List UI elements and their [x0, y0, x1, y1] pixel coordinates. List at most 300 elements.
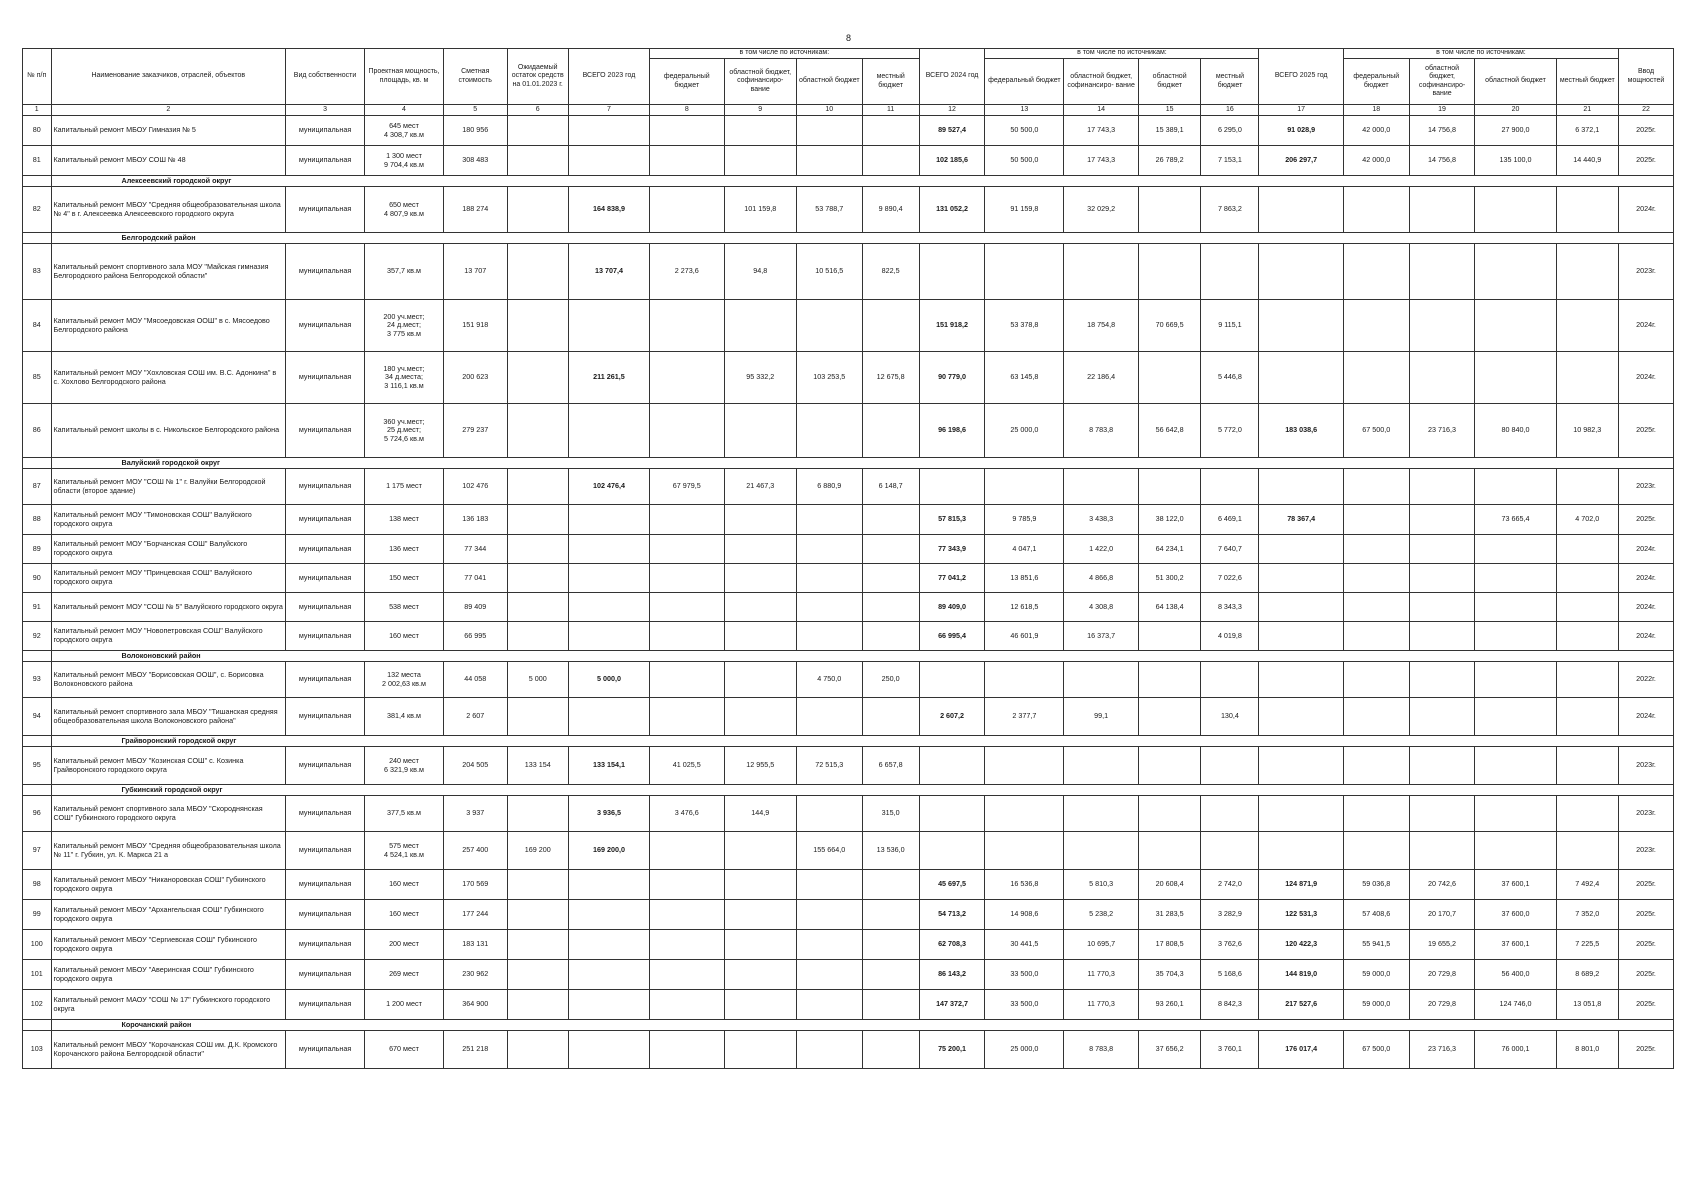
table-cell — [862, 505, 919, 535]
column-number: 8 — [650, 105, 725, 116]
table-cell — [650, 662, 725, 698]
table-cell: 381,4 кв.м — [365, 698, 444, 736]
table-cell — [568, 960, 649, 990]
table-cell: 35 704,3 — [1138, 960, 1200, 990]
group-header-row — [23, 651, 1674, 662]
table-cell: 2 607 — [443, 698, 507, 736]
table-cell: 183 038,6 — [1259, 404, 1343, 458]
col-header-regional-cofin-2024: областной бюджет, софинансиро- вание — [1064, 59, 1139, 105]
table-cell: муниципальная — [286, 187, 365, 233]
table-cell — [862, 960, 919, 990]
table-cell — [1201, 796, 1259, 832]
table-cell: 155 664,0 — [796, 832, 862, 870]
table-cell — [1064, 662, 1139, 698]
table-cell: 16 373,7 — [1064, 622, 1139, 651]
table-cell: 17 743,3 — [1064, 146, 1139, 176]
table-cell — [1343, 698, 1409, 736]
col-header-name: Наименование заказчиков, отраслей, объектов — [51, 49, 286, 105]
column-number: 16 — [1201, 105, 1259, 116]
table-cell — [862, 990, 919, 1020]
table-cell: 57 408,6 — [1343, 900, 1409, 930]
table-cell: Капитальный ремонт МОУ "Борчанская СОШ" Валуйского городского округа — [51, 535, 286, 564]
table-cell: 200 623 — [443, 352, 507, 404]
table-cell — [568, 698, 649, 736]
table-cell — [796, 796, 862, 832]
table-cell — [507, 505, 568, 535]
col-header-sources-2024: в том числе по источникам: — [985, 49, 1259, 59]
table-cell — [1556, 622, 1618, 651]
table-cell: 357,7 кв.м — [365, 244, 444, 300]
table-cell: 575 мест 4 524,1 кв.м — [365, 832, 444, 870]
table-cell: 9 890,4 — [862, 187, 919, 233]
table-cell: 131 052,2 — [919, 187, 985, 233]
table-cell: Капитальный ремонт школы в с. Никольское Белгородского района — [51, 404, 286, 458]
table-cell — [1475, 832, 1556, 870]
table-cell: Капитальный ремонт МБОУ "Средняя общеобразовательная школа № 11" г. Губкин, ул. К. Маркса 21 а — [51, 832, 286, 870]
table-cell — [1064, 469, 1139, 505]
table-row — [23, 796, 1674, 832]
table-cell: 89 — [23, 535, 52, 564]
table-cell — [724, 622, 796, 651]
table-cell: 250,0 — [862, 662, 919, 698]
table-cell — [1343, 244, 1409, 300]
table-cell: 360 уч.мест; 25 д.мест; 5 724,6 кв.м — [365, 404, 444, 458]
col-header-sources-2023: в том числе по источникам: — [650, 49, 920, 59]
table-cell: 20 742,6 — [1409, 870, 1475, 900]
table-cell: 7 153,1 — [1201, 146, 1259, 176]
table-cell — [796, 870, 862, 900]
table-cell — [1138, 622, 1200, 651]
table-cell: 2024г. — [1619, 698, 1674, 736]
table-cell — [724, 900, 796, 930]
table-cell: 10 982,3 — [1556, 404, 1618, 458]
table-cell: 37 600,1 — [1475, 930, 1556, 960]
table-cell: 2024г. — [1619, 593, 1674, 622]
column-number: 3 — [286, 105, 365, 116]
table-cell: 5 238,2 — [1064, 900, 1139, 930]
column-number: 22 — [1619, 105, 1674, 116]
table-cell — [650, 832, 725, 870]
table-cell: 133 154 — [507, 747, 568, 785]
table-row — [23, 300, 1674, 352]
table-cell — [1343, 622, 1409, 651]
column-number: 6 — [507, 105, 568, 116]
table-cell: 2025г. — [1619, 930, 1674, 960]
table-cell — [1259, 832, 1343, 870]
table-cell: 59 000,0 — [1343, 960, 1409, 990]
table-cell: 99 — [23, 900, 52, 930]
table-cell: 133 154,1 — [568, 747, 649, 785]
table-cell: 160 мест — [365, 900, 444, 930]
table-cell — [1343, 352, 1409, 404]
table-cell: 51 300,2 — [1138, 564, 1200, 593]
table-cell — [862, 930, 919, 960]
column-number: 20 — [1475, 105, 1556, 116]
table-cell: 9 785,9 — [985, 505, 1064, 535]
table-cell: муниципальная — [286, 352, 365, 404]
table-cell: 101 159,8 — [724, 187, 796, 233]
table-cell — [796, 990, 862, 1020]
column-number: 12 — [919, 105, 985, 116]
table-cell: 150 мест — [365, 564, 444, 593]
table-cell: 176 017,4 — [1259, 1031, 1343, 1069]
table-cell: 102 476 — [443, 469, 507, 505]
table-cell — [1475, 796, 1556, 832]
table-cell — [1409, 747, 1475, 785]
table-cell — [568, 990, 649, 1020]
table-cell — [1138, 832, 1200, 870]
table-cell — [1409, 564, 1475, 593]
table-cell — [1343, 187, 1409, 233]
table-cell: 26 789,2 — [1138, 146, 1200, 176]
table-cell: 206 297,7 — [1259, 146, 1343, 176]
table-row — [23, 960, 1674, 990]
table-cell: 55 941,5 — [1343, 930, 1409, 960]
table-cell: Капитальный ремонт МАОУ "СОШ № 17" Губкинского городского округа — [51, 990, 286, 1020]
table-cell: 2025г. — [1619, 146, 1674, 176]
table-cell: 86 — [23, 404, 52, 458]
group-header-spacer — [23, 233, 52, 244]
table-cell — [862, 116, 919, 146]
col-header-estimated-cost: Сметная стоимость — [443, 49, 507, 105]
column-number: 13 — [985, 105, 1064, 116]
column-number: 1 — [23, 105, 52, 116]
table-cell — [1409, 505, 1475, 535]
table-cell — [1259, 300, 1343, 352]
table-cell: 160 мест — [365, 870, 444, 900]
table-cell: 124 871,9 — [1259, 870, 1343, 900]
table-cell: 32 029,2 — [1064, 187, 1139, 233]
table-cell: 7 640,7 — [1201, 535, 1259, 564]
table-cell — [1064, 244, 1139, 300]
group-header-row — [23, 785, 1674, 796]
table-cell: 1 175 мест — [365, 469, 444, 505]
table-cell: 25 000,0 — [985, 404, 1064, 458]
table-cell — [724, 1031, 796, 1069]
column-number: 5 — [443, 105, 507, 116]
table-cell — [1556, 469, 1618, 505]
table-cell — [796, 1031, 862, 1069]
table-cell: муниципальная — [286, 960, 365, 990]
column-number: 19 — [1409, 105, 1475, 116]
table-cell: Капитальный ремонт МБОУ "Сергиевская СОШ" Губкинского городского округа — [51, 930, 286, 960]
table-cell — [724, 593, 796, 622]
table-cell: 147 372,7 — [919, 990, 985, 1020]
table-cell: 2 377,7 — [985, 698, 1064, 736]
table-cell — [1409, 593, 1475, 622]
table-cell — [796, 960, 862, 990]
table-cell — [1259, 662, 1343, 698]
col-header-federal-2025: федеральный бюджет — [1343, 59, 1409, 105]
table-cell: Капитальный ремонт МБОУ "Средняя общеобразовательная школа № 4" в г. Алексеевка Алексеевского городского округа — [51, 187, 286, 233]
table-cell: 538 мест — [365, 593, 444, 622]
table-cell — [507, 300, 568, 352]
table-cell: 59 000,0 — [1343, 990, 1409, 1020]
table-cell: 6 372,1 — [1556, 116, 1618, 146]
table-cell: 93 — [23, 662, 52, 698]
table-cell — [724, 990, 796, 1020]
table-cell: 8 783,8 — [1064, 404, 1139, 458]
table-cell: 2024г. — [1619, 187, 1674, 233]
table-cell: 2024г. — [1619, 300, 1674, 352]
table-row — [23, 747, 1674, 785]
financing-table — [22, 48, 1674, 1069]
group-header-spacer — [23, 651, 52, 662]
group-header-title: Алексеевский городской округ — [51, 176, 1674, 187]
table-cell: 4 750,0 — [796, 662, 862, 698]
group-header-title: Белгородский район — [51, 233, 1674, 244]
table-cell: 92 — [23, 622, 52, 651]
table-cell — [568, 593, 649, 622]
table-cell — [862, 535, 919, 564]
table-cell: 5 810,3 — [1064, 870, 1139, 900]
table-cell: 124 746,0 — [1475, 990, 1556, 1020]
table-cell: 90 779,0 — [919, 352, 985, 404]
table-cell — [1259, 698, 1343, 736]
table-cell — [919, 796, 985, 832]
table-cell — [985, 832, 1064, 870]
table-cell — [985, 796, 1064, 832]
table-cell: 188 274 — [443, 187, 507, 233]
table-cell: 64 138,4 — [1138, 593, 1200, 622]
table-cell — [724, 832, 796, 870]
table-cell — [796, 404, 862, 458]
table-cell: 86 143,2 — [919, 960, 985, 990]
table-cell — [1259, 564, 1343, 593]
table-cell — [507, 244, 568, 300]
table-cell — [568, 900, 649, 930]
table-cell — [919, 662, 985, 698]
table-cell: 95 — [23, 747, 52, 785]
table-cell — [796, 146, 862, 176]
table-cell: 7 352,0 — [1556, 900, 1618, 930]
table-cell — [1343, 535, 1409, 564]
table-cell — [1409, 832, 1475, 870]
table-cell — [1475, 747, 1556, 785]
table-cell: 2025г. — [1619, 1031, 1674, 1069]
table-cell — [1556, 747, 1618, 785]
table-cell: 177 244 — [443, 900, 507, 930]
table-cell: 103 253,5 — [796, 352, 862, 404]
table-cell — [862, 698, 919, 736]
table-cell: 67 979,5 — [650, 469, 725, 505]
table-cell: 96 — [23, 796, 52, 832]
table-cell — [796, 116, 862, 146]
table-cell: 37 600,1 — [1475, 870, 1556, 900]
table-cell: 20 729,8 — [1409, 990, 1475, 1020]
table-cell — [919, 244, 985, 300]
table-cell: 70 669,5 — [1138, 300, 1200, 352]
table-cell — [862, 593, 919, 622]
table-cell: муниципальная — [286, 796, 365, 832]
table-cell: муниципальная — [286, 1031, 365, 1069]
table-cell: 230 962 — [443, 960, 507, 990]
table-cell: 11 770,3 — [1064, 990, 1139, 1020]
group-header-row — [23, 736, 1674, 747]
table-cell: 4 019,8 — [1201, 622, 1259, 651]
table-cell: 23 716,3 — [1409, 1031, 1475, 1069]
table-cell: 82 — [23, 187, 52, 233]
column-number: 15 — [1138, 105, 1200, 116]
table-row — [23, 352, 1674, 404]
table-cell: 38 122,0 — [1138, 505, 1200, 535]
table-cell — [919, 747, 985, 785]
table-cell — [1343, 747, 1409, 785]
group-header-row — [23, 458, 1674, 469]
table-cell: 80 840,0 — [1475, 404, 1556, 458]
group-header-title: Корочанский район — [51, 1020, 1674, 1031]
table-cell: 3 937 — [443, 796, 507, 832]
table-cell: 91 — [23, 593, 52, 622]
table-row — [23, 662, 1674, 698]
table-cell: 170 569 — [443, 870, 507, 900]
table-row — [23, 698, 1674, 736]
table-cell: 2 742,0 — [1201, 870, 1259, 900]
col-header-ownership: Вид собственности — [286, 49, 365, 105]
table-cell: 13 851,6 — [985, 564, 1064, 593]
table-cell: 33 500,0 — [985, 960, 1064, 990]
table-row — [23, 1031, 1674, 1069]
table-cell: 46 601,9 — [985, 622, 1064, 651]
table-cell: 91 159,8 — [985, 187, 1064, 233]
table-cell — [1138, 187, 1200, 233]
table-cell — [507, 990, 568, 1020]
table-cell — [507, 698, 568, 736]
table-cell: 17 808,5 — [1138, 930, 1200, 960]
table-cell — [724, 116, 796, 146]
table-cell: 59 036,8 — [1343, 870, 1409, 900]
table-cell — [568, 535, 649, 564]
table-cell: 18 754,8 — [1064, 300, 1139, 352]
table-cell: Капитальный ремонт МОУ "Принцевская СОШ" Валуйского городского округа — [51, 564, 286, 593]
col-header-local-2024: местный бюджет — [1201, 59, 1259, 105]
table-cell: 7 492,4 — [1556, 870, 1618, 900]
table-cell: 364 900 — [443, 990, 507, 1020]
table-cell: 12 618,5 — [985, 593, 1064, 622]
table-cell: 90 — [23, 564, 52, 593]
table-cell: Капитальный ремонт МБОУ "Аверинская СОШ" Губкинского городского округа — [51, 960, 286, 990]
table-row — [23, 870, 1674, 900]
table-row — [23, 244, 1674, 300]
table-cell — [1138, 796, 1200, 832]
table-cell: 25 000,0 — [985, 1031, 1064, 1069]
table-cell: Капитальный ремонт МБОУ "Никаноровская СОШ" Губкинского городского округа — [51, 870, 286, 900]
table-cell — [1409, 469, 1475, 505]
table-cell: 53 788,7 — [796, 187, 862, 233]
table-row — [23, 990, 1674, 1020]
page-number: 8 — [845, 33, 851, 43]
table-cell — [650, 870, 725, 900]
table-cell: 67 500,0 — [1343, 1031, 1409, 1069]
table-cell: 72 515,3 — [796, 747, 862, 785]
table-cell: 67 500,0 — [1343, 404, 1409, 458]
table-cell: 2025г. — [1619, 505, 1674, 535]
table-cell — [1343, 832, 1409, 870]
table-cell — [568, 300, 649, 352]
table-cell: 308 483 — [443, 146, 507, 176]
table-cell — [650, 960, 725, 990]
table-cell: 37 656,2 — [1138, 1031, 1200, 1069]
column-number-row — [23, 105, 1674, 116]
table-cell — [985, 747, 1064, 785]
table-cell: 100 — [23, 930, 52, 960]
table-cell — [1138, 698, 1200, 736]
table-cell — [1409, 300, 1475, 352]
table-cell — [796, 564, 862, 593]
table-cell — [650, 593, 725, 622]
table-cell — [862, 1031, 919, 1069]
table-cell: 269 мест — [365, 960, 444, 990]
group-header-spacer — [23, 785, 52, 796]
table-cell — [1138, 244, 1200, 300]
table-cell: 103 — [23, 1031, 52, 1069]
table-cell — [568, 116, 649, 146]
table-cell: 1 422,0 — [1064, 535, 1139, 564]
table-cell: 2023г. — [1619, 796, 1674, 832]
table-cell: 144 819,0 — [1259, 960, 1343, 990]
table-cell — [919, 469, 985, 505]
table-cell — [1259, 187, 1343, 233]
col-header-local-2025: местный бюджет — [1556, 59, 1618, 105]
table-cell — [507, 469, 568, 505]
table-cell: 20 608,4 — [1138, 870, 1200, 900]
table-cell — [1259, 352, 1343, 404]
col-header-regional-cofin-2025: областной бюджет, софинансиро- вание — [1409, 59, 1475, 105]
group-header-spacer — [23, 1020, 52, 1031]
table-cell — [1556, 593, 1618, 622]
table-cell: 78 367,4 — [1259, 505, 1343, 535]
table-cell: 12 955,5 — [724, 747, 796, 785]
table-cell: 4 866,8 — [1064, 564, 1139, 593]
col-header-federal-2023: федеральный бюджет — [650, 59, 725, 105]
table-cell: 96 198,6 — [919, 404, 985, 458]
col-header-total-2023: ВСЕГО 2023 год — [568, 49, 649, 105]
table-cell: 8 801,0 — [1556, 1031, 1618, 1069]
table-cell: 2025г. — [1619, 116, 1674, 146]
table-cell: 180 956 — [443, 116, 507, 146]
table-row — [23, 404, 1674, 458]
table-cell: 76 000,1 — [1475, 1031, 1556, 1069]
table-cell: 257 400 — [443, 832, 507, 870]
table-cell: Капитальный ремонт МОУ "Новопетровская СОШ" Валуйского городского округа — [51, 622, 286, 651]
table-cell: 3 936,5 — [568, 796, 649, 832]
table-cell — [1343, 564, 1409, 593]
column-number: 9 — [724, 105, 796, 116]
table-cell: 19 655,2 — [1409, 930, 1475, 960]
table-cell — [650, 564, 725, 593]
table-cell — [1201, 244, 1259, 300]
table-cell: 180 уч.мест; 34 д.места; 3 116,1 кв.м — [365, 352, 444, 404]
table-cell — [650, 505, 725, 535]
table-cell: 6 880,9 — [796, 469, 862, 505]
table-cell: 164 838,9 — [568, 187, 649, 233]
table-cell: Капитальный ремонт МБОУ "Архангельская СОШ" Губкинского городского округа — [51, 900, 286, 930]
table-cell — [1409, 535, 1475, 564]
table-cell: Капитальный ремонт спортивного зала МОУ "Майская гимназия Белгородского района Белгородской области" — [51, 244, 286, 300]
table-cell: 89 409,0 — [919, 593, 985, 622]
table-body — [23, 116, 1674, 1069]
table-cell: муниципальная — [286, 930, 365, 960]
table-cell: 132 места 2 002,63 кв.м — [365, 662, 444, 698]
table-cell: 22 186,4 — [1064, 352, 1139, 404]
column-number: 4 — [365, 105, 444, 116]
table-cell: 2025г. — [1619, 990, 1674, 1020]
table-cell: муниципальная — [286, 535, 365, 564]
table-cell: 4 308,8 — [1064, 593, 1139, 622]
table-cell — [862, 564, 919, 593]
table-cell: 21 467,3 — [724, 469, 796, 505]
group-header-title: Волоконовский район — [51, 651, 1674, 662]
